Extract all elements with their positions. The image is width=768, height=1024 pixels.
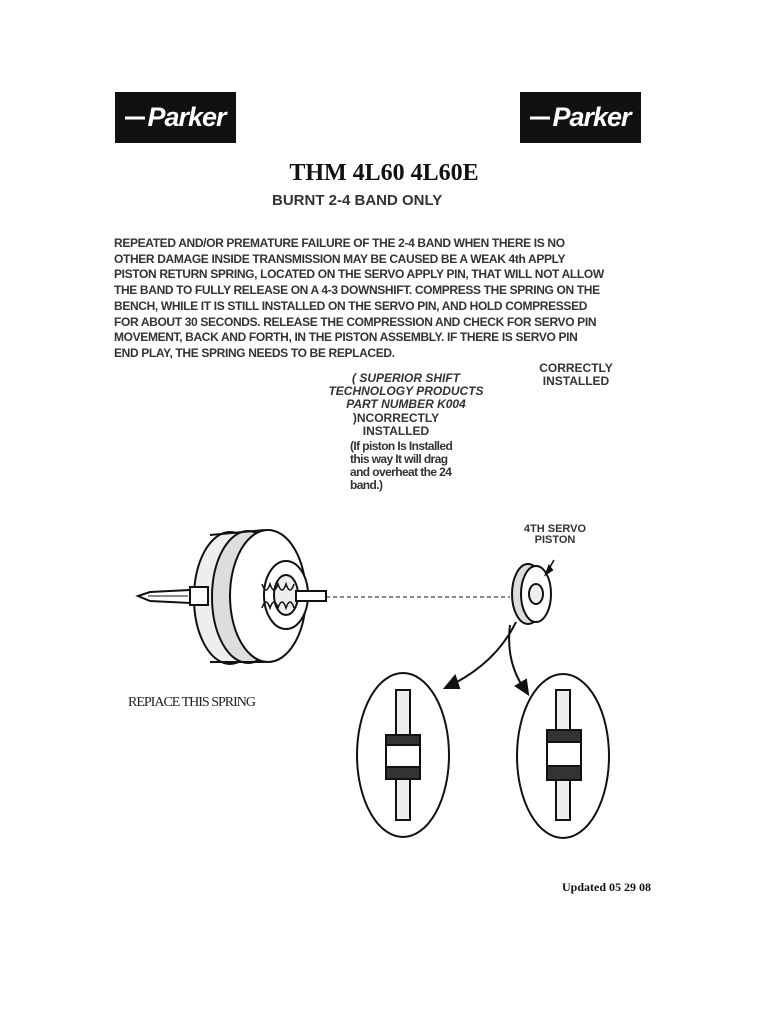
label-line: band.) [350,478,383,492]
body-line: OTHER DAMAGE INSIDE TRANSMISSION MAY BE CAUSED BE A WEAK 4th APPLY [114,251,566,266]
body-line: BENCH, WHILE IT IS STILL INSTALLED ON THE SERVO PIN, AND HOLD COMPRESSED [114,298,588,313]
label-line: TECHNOLOGY PRODUCTS [328,384,484,398]
body-line: FOR ABOUT 30 SECONDS. RELEASE THE COMPRESSION AND CHECK FOR SERVO PIN [114,314,597,329]
page-title: THM 4L60 4L60E [289,160,479,186]
body-line: END PLAY, THE SPRING NEEDS TO BE REPLACED. [114,345,395,360]
updated-date: Updated 05 29 08 [562,880,652,894]
body-line: PISTON RETURN SPRING, LOCATED ON THE SERVO APPLY PIN, THAT WILL NOT ALLOW [114,267,604,282]
label-line: )NCORRECTLY [352,411,440,425]
correct-detail-oval [517,674,609,838]
label-line: INSTALLED [362,423,430,438]
label-line: this way It will drag [350,452,448,466]
incorrect-detail-oval [357,673,449,837]
body-line: MOVEMENT, BACK AND FORTH, IN THE PISTON ASSEMBLY. IF THERE IS SERVO PIN [114,330,578,345]
body-line: REPEATED AND/OR PREMATURE FAILURE OF THE 2-4 BAND WHEN THERE IS NO [114,236,565,250]
page-subtitle: BURNT 2-4 BAND ONLY [272,192,443,209]
servo-assembly-drawing [138,530,326,664]
servo-piston-drawing [512,560,554,624]
replace-spring-label: REPIACE THIS SPRING [128,695,255,710]
label-line: (If piston Is Installed [350,439,453,453]
body-line: THE BAND TO FULLY RELEASE ON A 4-3 DOWNSHIFT. COMPRESS THE SPRING ON THE [114,283,600,298]
label-line: ( SUPERIOR SHIFT [351,371,460,385]
label-line: and overheat the 24 [350,465,452,479]
label-line: INSTALLED [542,373,610,388]
parker-logo-text: Parker [530,102,630,133]
parker-logo-text: Parker [125,102,225,133]
label-line: CORRECTLY [539,361,613,375]
label-line: PART NUMBER K004 [346,397,466,411]
label-line: 4TH SERVO [523,523,587,535]
label-line: PISTON [534,534,576,546]
